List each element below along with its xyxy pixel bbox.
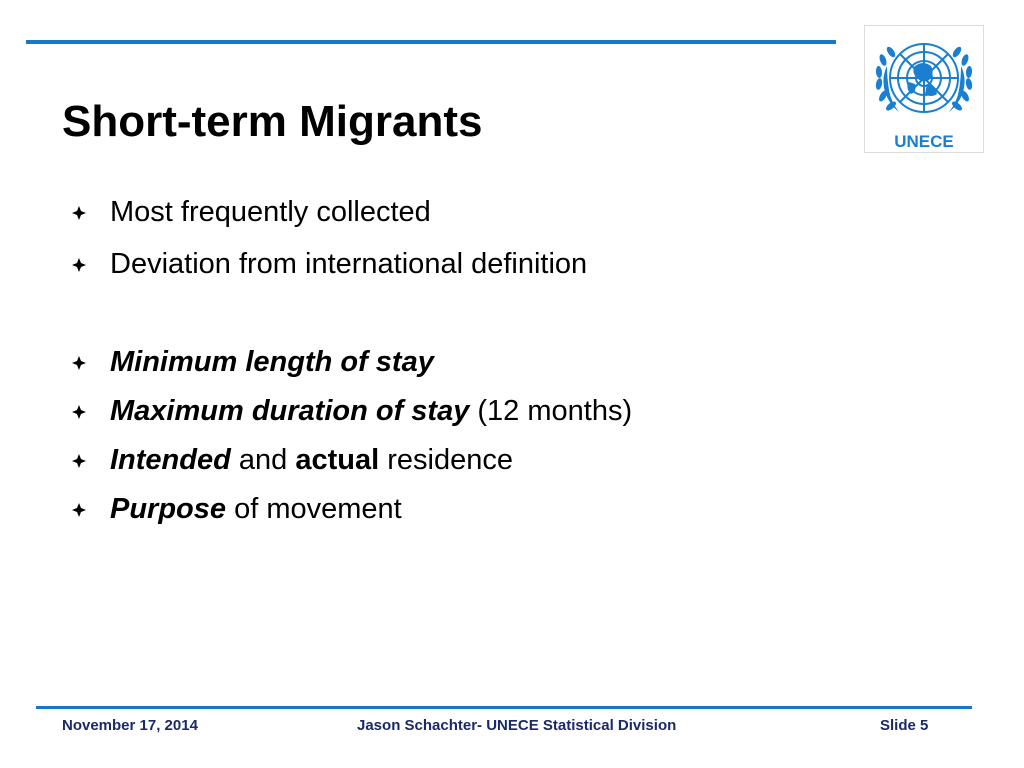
logo-text: UNECE <box>894 132 954 151</box>
bullet-text: Most frequently collected <box>110 196 431 228</box>
footer-slide-number: Slide 5 <box>880 717 929 734</box>
bottom-divider <box>36 706 972 709</box>
diamond-bullet-icon <box>72 356 86 370</box>
bullet-text: Minimum length of stay <box>110 346 434 378</box>
unece-logo <box>864 25 984 153</box>
diamond-bullet-icon <box>72 258 86 272</box>
diamond-bullet-icon <box>72 454 86 468</box>
diamond-bullet-icon <box>72 503 86 517</box>
footer-author: Jason Schachter- UNECE Statistical Division <box>357 717 677 734</box>
bullet-text: Maximum duration of stay (12 months) <box>110 395 633 427</box>
diamond-bullet-icon <box>72 405 86 419</box>
un-emblem-icon <box>865 26 983 132</box>
bullet-text: Deviation from international definition <box>110 248 588 280</box>
slide-title: Short-term Migrants <box>62 97 483 146</box>
bullet-text: Intended and actual residence <box>110 444 513 476</box>
footer-date: November 17, 2014 <box>62 717 198 734</box>
top-divider <box>26 40 836 44</box>
diamond-bullet-icon <box>72 206 86 220</box>
bullet-text: Purpose of movement <box>110 493 402 525</box>
